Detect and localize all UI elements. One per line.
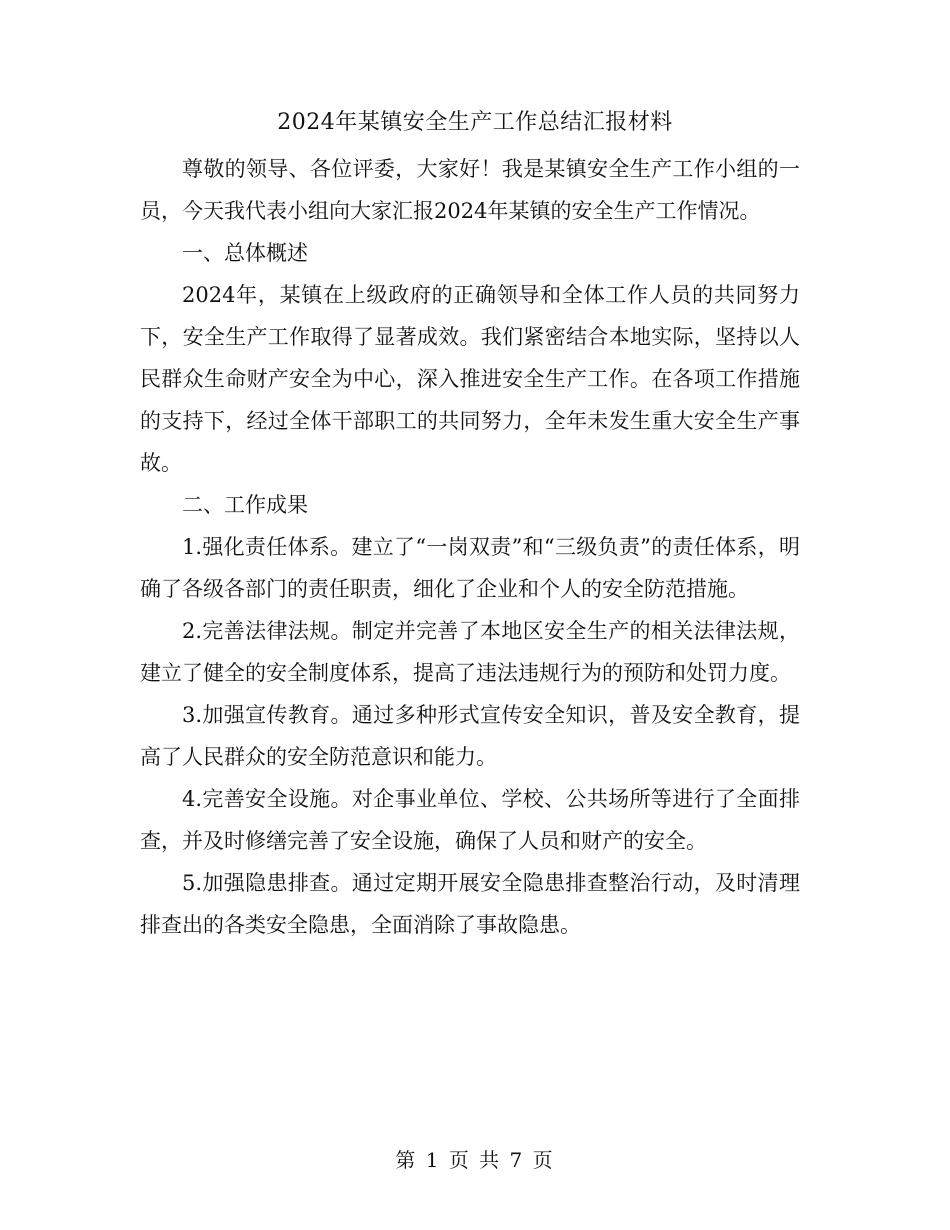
list-item-achievement-1: 1.强化责任体系。建立了“一岗双责”和“三级负责”的责任体系，明确了各级各部门的责任职责，细化了企业和个人的安全防范措施。 — [140, 535, 800, 601]
document-title: 2024年某镇安全生产工作总结汇报材料 — [277, 110, 673, 135]
paragraph-greeting: 尊敬的领导、各位评委，大家好！我是某镇安全生产工作小组的一员，今天我代表小组向大家汇报2024年某镇的安全生产工作情况。 — [140, 157, 800, 223]
list-item-achievement-2: 2.完善法律法规。制定并完善了本地区安全生产的相关法律法规，建立了健全的安全制度体系，提高了违法违规行为的预防和处罚力度。 — [140, 619, 800, 685]
list-item-achievement-3: 3.加强宣传教育。通过多种形式宣传安全知识，普及安全教育，提高了人民群众的安全防范意识和能力。 — [140, 703, 800, 769]
document-body — [140, 148, 800, 946]
page-number-footer: 第 1 页 共 7 页 — [395, 1148, 555, 1172]
list-item-achievement-5: 5.加强隐患排查。通过定期开展安全隐患排查整治行动，及时清理排查出的各类安全隐患，全面消除了事故隐患。 — [140, 871, 800, 937]
section-heading-overview: 一、总体概述 — [182, 241, 308, 265]
list-item-achievement-4: 4.完善安全设施。对企事业单位、学校、公共场所等进行了全面排查，并及时修缮完善了安全设施，确保了人员和财产的安全。 — [140, 787, 800, 853]
section-heading-achievements: 二、工作成果 — [182, 493, 308, 517]
paragraph-overview: 2024年，某镇在上级政府的正确领导和全体工作人员的共同努力下，安全生产工作取得了显著成效。我们紧密结合本地实际，坚持以人民群众生命财产安全为中心，深入推进安全生产工作。在各项工作措施的支持下，经过全体干部职工的共同努力，全年未发生重大安全生产事故。 — [140, 283, 800, 475]
